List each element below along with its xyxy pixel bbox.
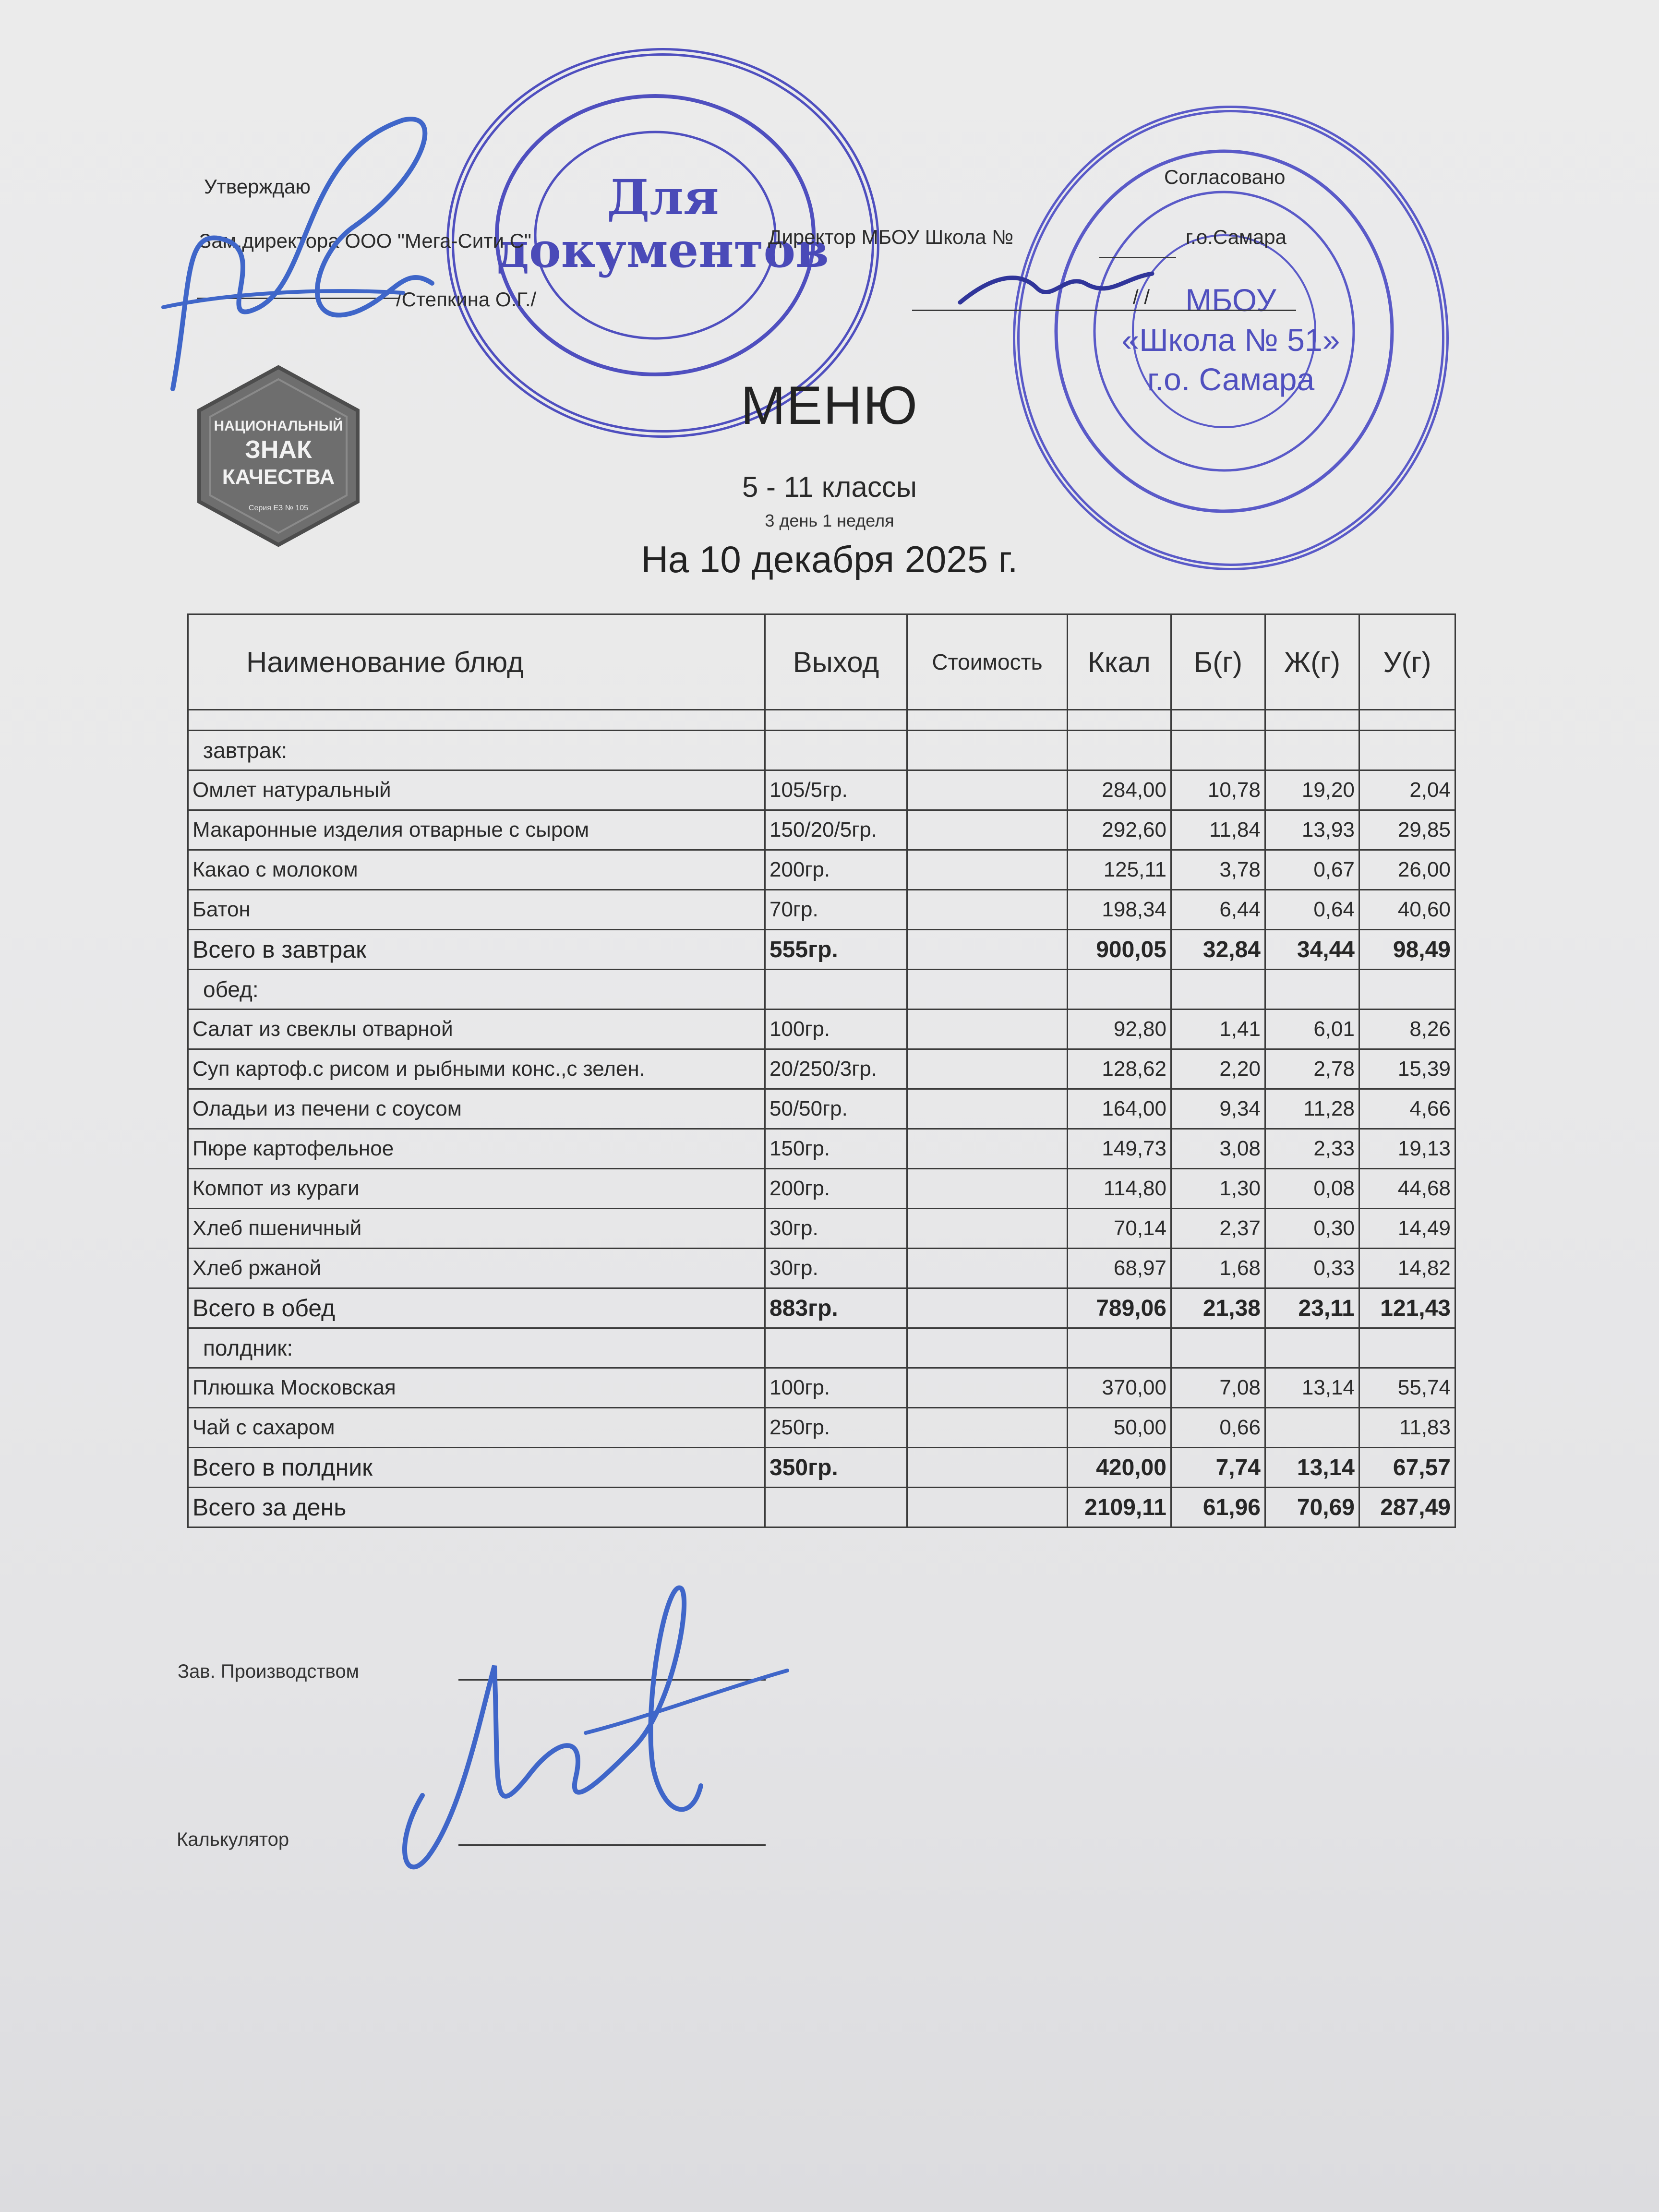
calculator-label: Калькулятор xyxy=(177,1829,289,1850)
fat-cell: 34,44 xyxy=(1265,930,1359,970)
carbs-cell: 2,04 xyxy=(1359,770,1455,810)
carbs-cell: 121,43 xyxy=(1359,1288,1455,1328)
fat-cell: 13,14 xyxy=(1265,1448,1359,1488)
kcal-cell xyxy=(1068,1328,1171,1368)
agree-position: Директор МБОУ Школа № xyxy=(768,226,1014,248)
dish-name-cell: Какао с молоком xyxy=(188,850,765,890)
total-row xyxy=(188,1448,1455,1488)
fat-cell: 0,33 xyxy=(1265,1249,1359,1288)
stamp-right-line2: «Школа № 51» xyxy=(1121,322,1340,358)
kcal-cell: 420,00 xyxy=(1068,1448,1171,1488)
fat-cell: 13,93 xyxy=(1265,810,1359,850)
approve-name: /Степкина О.Г./ xyxy=(396,288,537,311)
table-row xyxy=(188,1249,1455,1288)
carbs-cell xyxy=(1359,731,1455,770)
output-cell: 555гр. xyxy=(765,930,907,970)
dish-name-cell: Чай с сахаром xyxy=(188,1408,765,1448)
cost-cell xyxy=(907,810,1068,850)
stamp-right-line3: г.о. Самара xyxy=(1147,361,1315,397)
cost-cell xyxy=(907,1448,1068,1488)
protein-cell: 7,74 xyxy=(1171,1448,1265,1488)
fat-cell: 2,78 xyxy=(1265,1049,1359,1089)
output-cell xyxy=(765,970,907,1010)
fat-cell xyxy=(1265,710,1359,731)
dish-name-cell: завтрак: xyxy=(188,731,765,770)
output-cell: 30гр. xyxy=(765,1209,907,1249)
agree-city: г.о.Самара xyxy=(1186,226,1286,248)
output-cell: 883гр. xyxy=(765,1288,907,1328)
total-row xyxy=(188,930,1455,970)
kcal-cell xyxy=(1068,731,1171,770)
protein-cell: 3,78 xyxy=(1171,850,1265,890)
kcal-cell: 789,06 xyxy=(1068,1288,1171,1328)
dish-name-cell: Хлеб пшеничный xyxy=(188,1209,765,1249)
kcal-cell: 114,80 xyxy=(1068,1169,1171,1209)
header-dish-name: Наименование блюд xyxy=(188,614,765,710)
fat-cell: 0,64 xyxy=(1265,890,1359,930)
dish-name-cell: Батон xyxy=(188,890,765,930)
kcal-cell: 68,97 xyxy=(1068,1249,1171,1288)
stamp-left-line1: Для xyxy=(607,169,719,226)
stamp-right-line1: МБОУ xyxy=(1185,282,1276,318)
cost-cell xyxy=(907,710,1068,731)
agree-number-line xyxy=(1099,257,1176,258)
protein-cell: 3,08 xyxy=(1171,1129,1265,1169)
table-row xyxy=(188,1209,1455,1249)
badge-small: Серия ЕЗ № 105 xyxy=(248,504,309,512)
carbs-cell: 11,83 xyxy=(1359,1408,1455,1448)
cost-cell xyxy=(907,1129,1068,1169)
kcal-cell: 2109,11 xyxy=(1068,1488,1171,1527)
carbs-cell: 29,85 xyxy=(1359,810,1455,850)
output-cell: 200гр. xyxy=(765,850,907,890)
menu-table xyxy=(187,613,1456,1528)
fat-cell xyxy=(1265,1408,1359,1448)
cost-cell xyxy=(907,1288,1068,1328)
protein-cell xyxy=(1171,1328,1265,1368)
kcal-cell: 164,00 xyxy=(1068,1089,1171,1129)
approve-position: Зам.директора ООО "Мега-Сити С" xyxy=(199,229,531,252)
agree-slashes: / / xyxy=(1133,286,1150,308)
menu-table-body xyxy=(188,710,1455,1527)
fat-cell xyxy=(1265,1328,1359,1368)
dish-name-cell: Компот из кураги xyxy=(188,1169,765,1209)
output-cell xyxy=(765,731,907,770)
fat-cell: 19,20 xyxy=(1265,770,1359,810)
table-row xyxy=(188,1169,1455,1209)
dish-name-cell: Омлет натуральный xyxy=(188,770,765,810)
kcal-cell: 198,34 xyxy=(1068,890,1171,930)
header-cost: Стоимость xyxy=(907,614,1068,710)
output-cell: 100гр. xyxy=(765,1368,907,1408)
output-cell xyxy=(765,1488,907,1527)
output-cell: 70гр. xyxy=(765,890,907,930)
cost-cell xyxy=(907,930,1068,970)
fat-cell: 70,69 xyxy=(1265,1488,1359,1527)
carbs-cell: 8,26 xyxy=(1359,1010,1455,1049)
carbs-cell: 26,00 xyxy=(1359,850,1455,890)
protein-cell: 1,30 xyxy=(1171,1169,1265,1209)
badge-line1: НАЦИОНАЛЬНЫЙ xyxy=(214,418,343,434)
carbs-cell: 14,49 xyxy=(1359,1209,1455,1249)
blank-row xyxy=(188,710,1455,731)
output-cell: 50/50гр. xyxy=(765,1089,907,1129)
cost-cell xyxy=(907,1209,1068,1249)
output-cell: 105/5гр. xyxy=(765,770,907,810)
cost-cell xyxy=(907,1249,1068,1288)
fat-cell: 13,14 xyxy=(1265,1368,1359,1408)
agree-label: Согласовано xyxy=(1164,166,1286,188)
menu-date: На 10 декабря 2025 г. xyxy=(641,538,1018,580)
output-cell xyxy=(765,1328,907,1368)
table-row xyxy=(188,1368,1455,1408)
kcal-cell: 149,73 xyxy=(1068,1129,1171,1169)
header-fat: Ж(г) xyxy=(1265,614,1359,710)
protein-cell xyxy=(1171,731,1265,770)
fat-cell: 0,30 xyxy=(1265,1209,1359,1249)
kcal-cell: 370,00 xyxy=(1068,1368,1171,1408)
protein-cell: 1,68 xyxy=(1171,1249,1265,1288)
carbs-cell: 15,39 xyxy=(1359,1049,1455,1089)
fat-cell: 6,01 xyxy=(1265,1010,1359,1049)
protein-cell xyxy=(1171,970,1265,1010)
kcal-cell: 284,00 xyxy=(1068,770,1171,810)
kcal-cell: 292,60 xyxy=(1068,810,1171,850)
dish-name-cell xyxy=(188,710,765,731)
output-cell: 150/20/5гр. xyxy=(765,810,907,850)
total-row xyxy=(188,1288,1455,1328)
cost-cell xyxy=(907,970,1068,1010)
dish-name-cell: Плюшка Московская xyxy=(188,1368,765,1408)
kcal-cell xyxy=(1068,710,1171,731)
cost-cell xyxy=(907,1408,1068,1448)
page-title: МЕНЮ xyxy=(740,375,919,435)
dish-name-cell: Салат из свеклы отварной xyxy=(188,1010,765,1049)
cost-cell xyxy=(907,1089,1068,1129)
table-row xyxy=(188,1089,1455,1129)
approve-label: Утверждаю xyxy=(204,175,311,198)
protein-cell: 7,08 xyxy=(1171,1368,1265,1408)
protein-cell: 61,96 xyxy=(1171,1488,1265,1527)
output-cell: 30гр. xyxy=(765,1249,907,1288)
cost-cell xyxy=(907,850,1068,890)
dish-name-cell: полдник: xyxy=(188,1328,765,1368)
protein-cell: 0,66 xyxy=(1171,1408,1265,1448)
carbs-cell: 19,13 xyxy=(1359,1129,1455,1169)
protein-cell: 21,38 xyxy=(1171,1288,1265,1328)
protein-cell: 2,37 xyxy=(1171,1209,1265,1249)
cost-cell xyxy=(907,1368,1068,1408)
table-row xyxy=(188,1129,1455,1169)
header-kcal: Ккал xyxy=(1068,614,1171,710)
header-output: Выход xyxy=(765,614,907,710)
kcal-cell: 128,62 xyxy=(1068,1049,1171,1089)
protein-cell xyxy=(1171,710,1265,731)
output-cell: 100гр. xyxy=(765,1010,907,1049)
dish-name-cell: Всего в обед xyxy=(188,1288,765,1328)
cost-cell xyxy=(907,731,1068,770)
cost-cell xyxy=(907,1488,1068,1527)
carbs-cell: 44,68 xyxy=(1359,1169,1455,1209)
carbs-cell xyxy=(1359,710,1455,731)
cost-cell xyxy=(907,1169,1068,1209)
carbs-cell xyxy=(1359,1328,1455,1368)
cost-cell xyxy=(907,1328,1068,1368)
carbs-cell xyxy=(1359,970,1455,1010)
kcal-cell: 70,14 xyxy=(1068,1209,1171,1249)
output-cell: 250гр. xyxy=(765,1408,907,1448)
dish-name-cell: Пюре картофельное xyxy=(188,1129,765,1169)
output-cell: 200гр. xyxy=(765,1169,907,1209)
protein-cell: 6,44 xyxy=(1171,890,1265,930)
kcal-cell: 50,00 xyxy=(1068,1408,1171,1448)
fat-cell: 0,67 xyxy=(1265,850,1359,890)
signature-top-left xyxy=(154,82,461,418)
fat-cell: 0,08 xyxy=(1265,1169,1359,1209)
protein-cell: 2,20 xyxy=(1171,1049,1265,1089)
table-header-row xyxy=(188,614,1455,710)
carbs-cell: 67,57 xyxy=(1359,1448,1455,1488)
section-row xyxy=(188,731,1455,770)
protein-cell: 1,41 xyxy=(1171,1010,1265,1049)
badge-line3: КАЧЕСТВА xyxy=(222,465,335,489)
stamp-left-line2: документов xyxy=(497,222,829,278)
header-protein: Б(г) xyxy=(1171,614,1265,710)
protein-cell: 9,34 xyxy=(1171,1089,1265,1129)
dish-name-cell: Оладьи из печени с соусом xyxy=(188,1089,765,1129)
dish-name-cell: Суп картоф.с рисом и рыбными конс.,с зелен. xyxy=(188,1049,765,1089)
carbs-cell: 55,74 xyxy=(1359,1368,1455,1408)
output-cell: 150гр. xyxy=(765,1129,907,1169)
total-row xyxy=(188,1488,1455,1527)
table-row xyxy=(188,1408,1455,1448)
signature-top-right xyxy=(950,259,1162,322)
header-carbs: У(г) xyxy=(1359,614,1455,710)
production-label: Зав. Производством xyxy=(178,1661,360,1682)
badge-line2: ЗНАК xyxy=(245,436,312,464)
dish-name-cell: Всего в завтрак xyxy=(188,930,765,970)
kcal-cell: 92,80 xyxy=(1068,1010,1171,1049)
protein-cell: 11,84 xyxy=(1171,810,1265,850)
protein-cell: 10,78 xyxy=(1171,770,1265,810)
dish-name-cell: Всего за день xyxy=(188,1488,765,1527)
table-row xyxy=(188,850,1455,890)
grades-subtitle: 5 - 11 классы xyxy=(742,471,917,503)
kcal-cell xyxy=(1068,970,1171,1010)
protein-cell: 32,84 xyxy=(1171,930,1265,970)
carbs-cell: 40,60 xyxy=(1359,890,1455,930)
table-row xyxy=(188,890,1455,930)
table-row xyxy=(188,770,1455,810)
carbs-cell: 287,49 xyxy=(1359,1488,1455,1527)
table-row xyxy=(188,810,1455,850)
fat-cell: 11,28 xyxy=(1265,1089,1359,1129)
carbs-cell: 14,82 xyxy=(1359,1249,1455,1288)
section-row xyxy=(188,970,1455,1010)
dish-name-cell: обед: xyxy=(188,970,765,1010)
table-row xyxy=(188,1010,1455,1049)
output-cell xyxy=(765,710,907,731)
section-row xyxy=(188,1328,1455,1368)
carbs-cell: 4,66 xyxy=(1359,1089,1455,1129)
cost-cell xyxy=(907,890,1068,930)
cost-cell xyxy=(907,1049,1068,1089)
fat-cell: 2,33 xyxy=(1265,1129,1359,1169)
day-week: 3 день 1 неделя xyxy=(765,511,894,530)
fat-cell: 23,11 xyxy=(1265,1288,1359,1328)
dish-name-cell: Всего в полдник xyxy=(188,1448,765,1488)
fat-cell xyxy=(1265,731,1359,770)
dish-name-cell: Хлеб ржаной xyxy=(188,1249,765,1288)
dish-name-cell: Макаронные изделия отварные с сыром xyxy=(188,810,765,850)
cost-cell xyxy=(907,1010,1068,1049)
kcal-cell: 900,05 xyxy=(1068,930,1171,970)
carbs-cell: 98,49 xyxy=(1359,930,1455,970)
cost-cell xyxy=(907,770,1068,810)
output-cell: 20/250/3гр. xyxy=(765,1049,907,1089)
signature-bottom xyxy=(384,1575,816,1882)
output-cell: 350гр. xyxy=(765,1448,907,1488)
fat-cell xyxy=(1265,970,1359,1010)
table-row xyxy=(188,1049,1455,1089)
kcal-cell: 125,11 xyxy=(1068,850,1171,890)
